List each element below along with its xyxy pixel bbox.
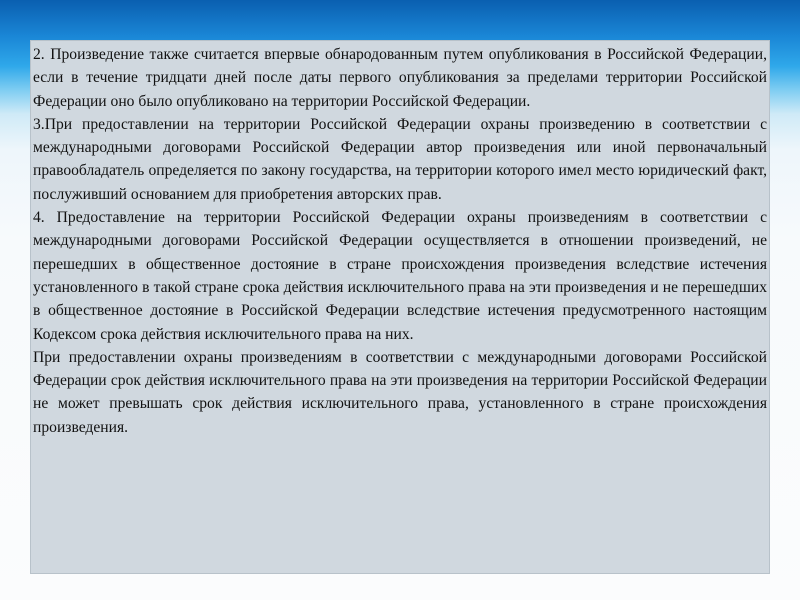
- paragraph-4-continued: При предоставлении охраны произведениям в соответствии с международными договорами Российской Федерации срок действия исключительного права на эти произведения на территории Российской Федерации не может превышать срок действия исключительного права, установленного в стране происхождения произведения.: [33, 348, 767, 436]
- paragraph-4: 4. Предоставление на территории Российской Федерации охраны произведениям в соответствии с международными договорами Российской Федерации осуществляется в отношении произведений, не перешедших в общественное достояние в стране происхождения произведения вследствие истечения установленного в такой стране срока действия исключительного права на эти произведения и не перешедших в общественное достояние в Российской Федерации вследствие истечения предусмотренного настоящим Кодексом срока действия исключительного права на них.: [33, 209, 767, 343]
- text-box: [30, 40, 770, 574]
- paragraph-2: 2. Произведение также считается впервые обнародованным путем опубликования в Российской Федерации, если в течение тридцати дней после даты первого опубликования за пределами территории Российской Федерации оно было опубликовано на территории Российской Федерации.: [33, 46, 767, 110]
- paragraph-3: 3.При предоставлении на территории Российской Федерации охраны произведению в соответствии с международными договорами Российской Федерации автор произведения или иной первоначальный правообладатель определяется по закону государства, на территории которого имел место юридический факт, послуживший основанием для приобретения авторских прав.: [33, 115, 767, 203]
